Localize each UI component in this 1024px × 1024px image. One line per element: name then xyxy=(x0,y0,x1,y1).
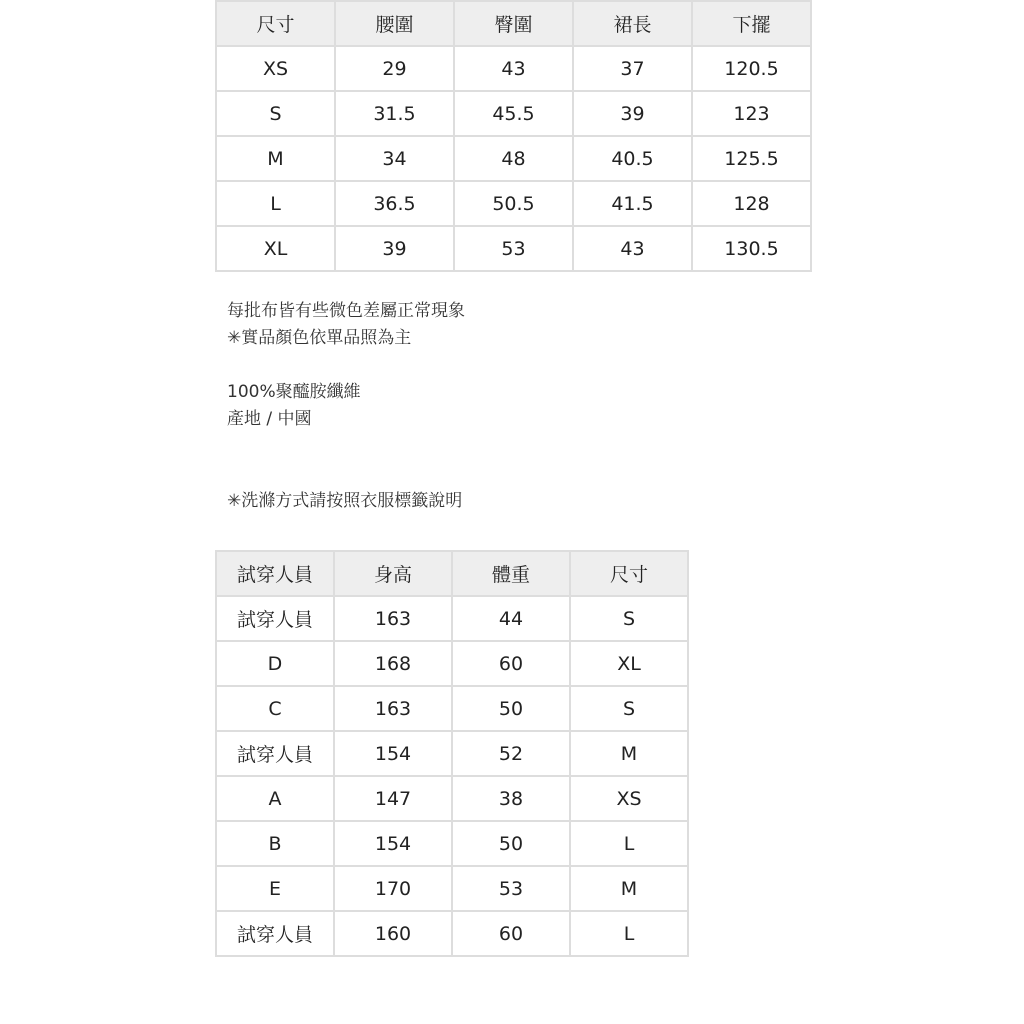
table-cell: XL xyxy=(216,226,335,271)
table-cell: 50 xyxy=(452,821,570,866)
table-cell: 41.5 xyxy=(573,181,692,226)
table-cell: 52 xyxy=(452,731,570,776)
color-notes xyxy=(227,298,465,352)
table-cell: 163 xyxy=(334,686,452,731)
size-chart-header-row xyxy=(216,1,811,46)
column-header: 臀圍 xyxy=(454,1,573,46)
table-cell: C xyxy=(216,686,334,731)
table-cell: L xyxy=(570,821,688,866)
table-cell: 44 xyxy=(452,596,570,641)
table-cell: 38 xyxy=(452,776,570,821)
table-row xyxy=(216,596,688,641)
table-cell: 48 xyxy=(454,136,573,181)
table-cell: S xyxy=(570,596,688,641)
table-row xyxy=(216,866,688,911)
color-reference-note: ✳實品顏色依單品照為主 xyxy=(227,328,412,348)
column-header: 試穿人員 xyxy=(216,551,334,596)
table-cell: 163 xyxy=(334,596,452,641)
table-cell: M xyxy=(570,866,688,911)
table-cell: XS xyxy=(216,46,335,91)
table-cell: 147 xyxy=(334,776,452,821)
column-header: 尺寸 xyxy=(570,551,688,596)
table-cell: L xyxy=(570,911,688,956)
table-cell: 39 xyxy=(335,226,454,271)
table-cell: 34 xyxy=(335,136,454,181)
table-cell: 45.5 xyxy=(454,91,573,136)
table-cell: 123 xyxy=(692,91,811,136)
table-row xyxy=(216,731,688,776)
table-row xyxy=(216,911,688,956)
table-cell: M xyxy=(216,136,335,181)
table-cell: E xyxy=(216,866,334,911)
table-cell: 29 xyxy=(335,46,454,91)
table-row xyxy=(216,821,688,866)
column-header: 體重 xyxy=(452,551,570,596)
table-cell: L xyxy=(216,181,335,226)
table-cell: B xyxy=(216,821,334,866)
table-cell: 60 xyxy=(452,911,570,956)
table-cell: 43 xyxy=(573,226,692,271)
fit-table-header-row xyxy=(216,551,688,596)
column-header: 腰圍 xyxy=(335,1,454,46)
table-cell: XL xyxy=(570,641,688,686)
table-row xyxy=(216,91,811,136)
table-cell: 試穿人員 xyxy=(216,911,334,956)
origin-text: 產地 / 中國 xyxy=(227,409,312,429)
table-cell: 31.5 xyxy=(335,91,454,136)
table-row xyxy=(216,686,688,731)
table-row xyxy=(216,226,811,271)
table-cell: 36.5 xyxy=(335,181,454,226)
table-cell: A xyxy=(216,776,334,821)
table-cell: D xyxy=(216,641,334,686)
table-cell: 170 xyxy=(334,866,452,911)
color-variance-note: 每批布皆有些微色差屬正常現象 xyxy=(227,301,465,321)
table-cell: 130.5 xyxy=(692,226,811,271)
table-cell: 128 xyxy=(692,181,811,226)
table-cell: 125.5 xyxy=(692,136,811,181)
washing-instruction: ✳洗滌方式請按照衣服標籤說明 xyxy=(227,491,463,511)
table-cell: 50.5 xyxy=(454,181,573,226)
table-cell: 39 xyxy=(573,91,692,136)
table-cell: 120.5 xyxy=(692,46,811,91)
material-text: 100%聚醯胺纖維 xyxy=(227,382,361,402)
table-cell: 試穿人員 xyxy=(216,596,334,641)
table-cell: 40.5 xyxy=(573,136,692,181)
table-row xyxy=(216,641,688,686)
fit-model-table xyxy=(215,550,689,957)
table-cell: 154 xyxy=(334,821,452,866)
table-cell: 168 xyxy=(334,641,452,686)
table-row xyxy=(216,136,811,181)
table-cell: 53 xyxy=(452,866,570,911)
table-cell: 50 xyxy=(452,686,570,731)
size-chart-table xyxy=(215,0,812,272)
table-cell: 37 xyxy=(573,46,692,91)
table-cell: XS xyxy=(570,776,688,821)
washing-notes xyxy=(227,488,462,515)
column-header: 身高 xyxy=(334,551,452,596)
column-header: 下擺 xyxy=(692,1,811,46)
table-row xyxy=(216,776,688,821)
column-header: 尺寸 xyxy=(216,1,335,46)
table-cell: 53 xyxy=(454,226,573,271)
table-cell: S xyxy=(570,686,688,731)
table-row xyxy=(216,46,811,91)
material-notes xyxy=(227,379,361,433)
column-header: 裙長 xyxy=(573,1,692,46)
table-cell: 154 xyxy=(334,731,452,776)
table-cell: S xyxy=(216,91,335,136)
table-cell: 試穿人員 xyxy=(216,731,334,776)
table-row xyxy=(216,181,811,226)
table-cell: 43 xyxy=(454,46,573,91)
table-cell: 160 xyxy=(334,911,452,956)
table-cell: M xyxy=(570,731,688,776)
table-cell: 60 xyxy=(452,641,570,686)
